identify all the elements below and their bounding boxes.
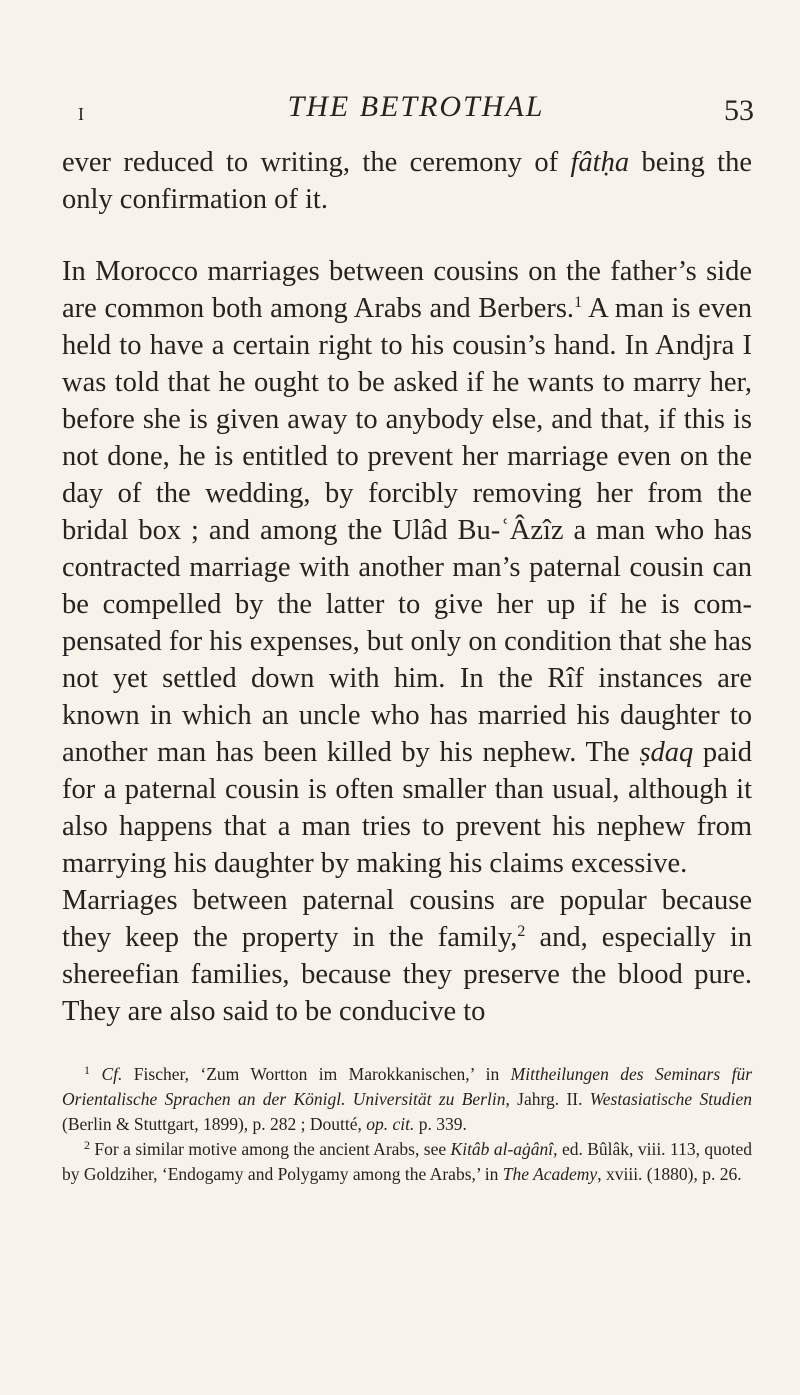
term-sdaq: ṣdaq [639, 737, 694, 768]
page-number: 53 [724, 94, 754, 127]
footnote-ref-2: 2 [517, 923, 526, 940]
footnote-1: $^1$ Cf. Fischer, ‘Zum Wortton im Marokkanischen,’ in Mittheilungen des Seminars für Orientalische Sprachen an der Königl. Universität zu Berlin, Jahrg. II. Westasiatische Studien (Berlin & Stuttgart, 1899), p. 282 ; Doutté, op. cit. p. 339. [62, 1063, 753, 1134]
footnotes [62, 1062, 752, 1187]
footnote-ref-1: 1 [574, 294, 583, 311]
footnote-2: $^2$ For a similar motive among the ancient Arabs, see Kitâb al-aġânî, ed. Bûlâk, viii. 113, quoted by Goldziher, ‘Endogamy and Polygamy among the Arabs,’ in The Academy, xviii. (1880), p. 26. [62, 1138, 752, 1184]
running-title: THE BETROTHAL [287, 90, 545, 123]
main-text [62, 144, 752, 1030]
term-fatha: fâtḥa [570, 147, 630, 178]
chapter-number: I [78, 104, 84, 124]
paragraph-2: In Morocco marriages between cousins on the father’s side are common both among Arabs and Berbers.$^1$ A man is even held to have a certain right to his cousin’s hand. In Andjra I was told that he ought to be asked if he wants to marry her, before she is given away to anybody else, and that, if this is not done, he is entitled to prevent her marriage even on the day of the wedding, by forcibly removing her from the bridal box ; and among the Ulâd Bu-ʿÂzîz a man who has contracted marriage with another man’s paternal cousin can be compelled by the latter to give her up if he is com-pensated for his expenses, but only on condition that she has not yet settled down with him. In the Rîf instances are known in which an uncle who has married his daughter to another man has been killed by his nephew. The ṣdaq paid for a paternal cousin is often smaller than usual, although it also happens that a man tries to prevent his nephew from marrying his daughter by making his claims excessive. [62, 256, 752, 879]
running-header [78, 86, 754, 130]
paragraph-3: Marriages between paternal cousins are popular because they keep the property in the family,$^2$ and, especially in shereefian families, because they preserve the blood pure. They are also said to be conducive to [62, 885, 753, 1027]
paragraph-1: ever reduced to writing, the ceremony of fâtḥa being the only confirmation of it. [62, 147, 752, 215]
